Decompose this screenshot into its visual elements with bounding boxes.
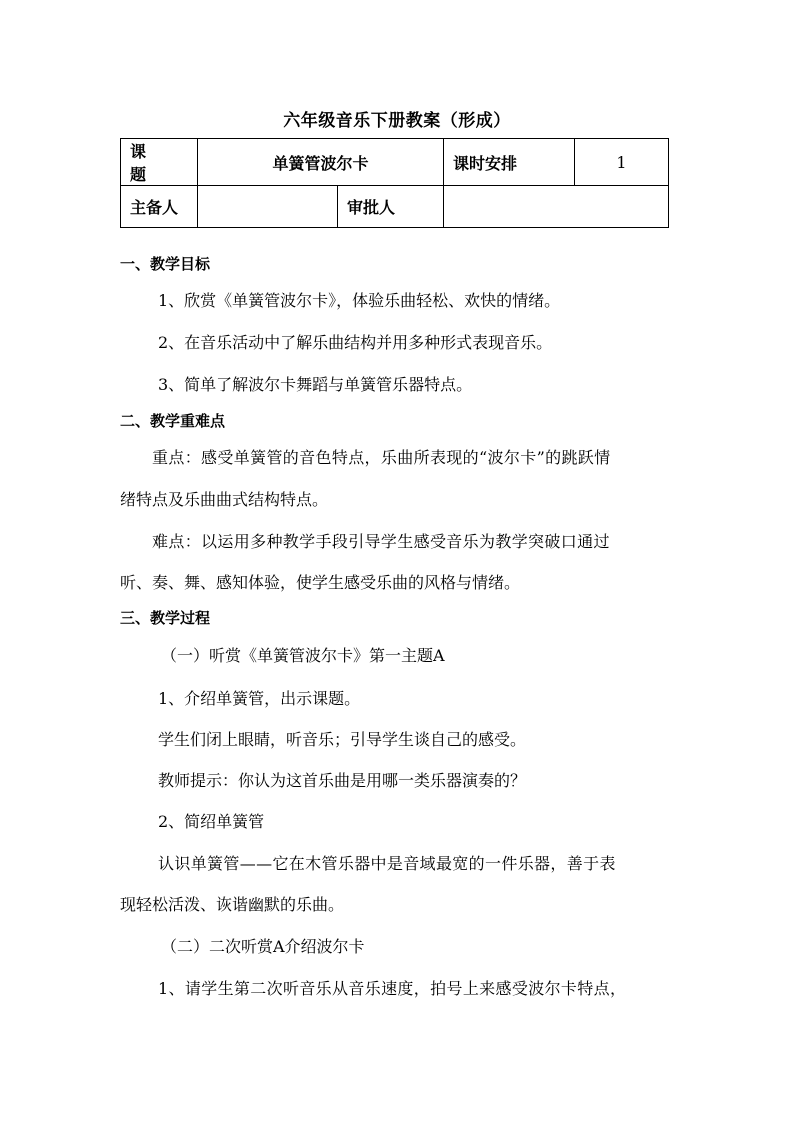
subject-value: 单簧管波尔卡: [272, 153, 369, 173]
hours-label-cell: [444, 139, 575, 186]
process-step-text: 教师提示：你认为这首乐曲是用哪一类乐器演奏的？: [158, 771, 527, 790]
process-step-title: （一）听赏《单簧管波尔卡》第一主题A: [161, 646, 445, 665]
preparer-label-cell: [121, 186, 198, 228]
subject-label-cell: [121, 139, 198, 186]
process-step-text: 1、介绍单簧管，出示课题。: [158, 689, 361, 708]
goal-item: 1、欣赏《单簧管波尔卡》，体验乐曲轻松、欢快的情绪。: [158, 291, 561, 310]
lesson-info-table: [120, 138, 669, 228]
key-point-text: 重点：感受单簧管的音色特点，乐曲所表现的“波尔卡”的跳跃情: [152, 448, 611, 467]
process-step-text: 1、请学生第二次听音乐从音乐速度，拍号上来感受波尔卡特点，: [158, 979, 627, 998]
goals-heading: 一、教学目标: [120, 255, 211, 273]
approver-label: 审批人: [347, 198, 396, 217]
process-step-text: 2、简绍单簧管: [158, 812, 265, 831]
goal-item: 2、在音乐活动中了解乐曲结构并用多种形式表现音乐。: [158, 333, 553, 352]
hours-label: 课时安排: [453, 153, 518, 173]
process-step-text: 现轻松活泼、诙谐幽默的乐曲。: [120, 895, 345, 914]
table-row: [121, 139, 669, 186]
difficulty-text: 难点：以运用多种教学手段引导学生感受音乐为教学突破口通过: [152, 532, 610, 551]
process-heading: 三、教学过程: [120, 609, 211, 627]
goal-item: 3、简单了解波尔卡舞蹈与单簧管乐器特点。: [158, 375, 473, 394]
preparer-value-cell: [198, 186, 338, 228]
approver-value-cell: [444, 186, 669, 228]
process-step-text: 认识单簧管——它在木管乐器中是音域最宽的一件乐器，善于表: [158, 854, 616, 873]
document-title: 六年级音乐下册教案（形成）: [283, 111, 511, 131]
subject-value-cell: [198, 139, 444, 186]
preparer-label: 主备人: [130, 198, 179, 217]
approver-label-cell: [338, 186, 444, 228]
key-points-heading: 二、教学重难点: [120, 412, 226, 430]
table-row: [121, 186, 669, 228]
difficulty-text: 听、奏、舞、感知体验，使学生感受乐曲的风格与情绪。: [120, 573, 521, 592]
subject-label: 课 题: [130, 142, 169, 184]
process-step-text: 学生们闭上眼睛，听音乐；引导学生谈自己的感受。: [158, 730, 527, 749]
hours-value-cell: [575, 139, 669, 186]
hours-value: 1: [616, 152, 627, 172]
process-step-title: （二）二次听赏A介绍波尔卡: [161, 937, 365, 956]
key-point-text: 绪特点及乐曲曲式结构特点。: [120, 490, 329, 509]
